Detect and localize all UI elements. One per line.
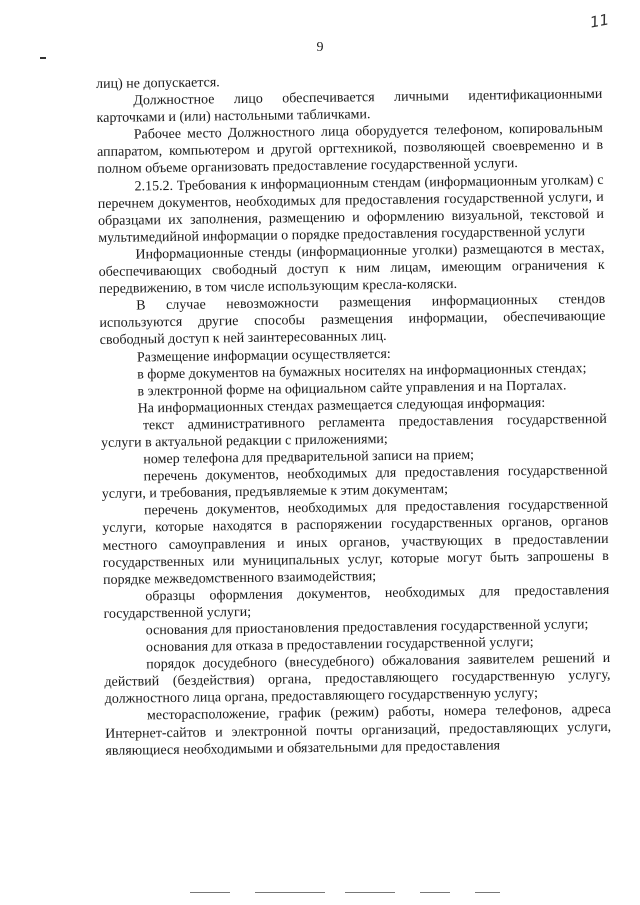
list-item: номер телефона для предварительной записи на прием; [143, 447, 475, 468]
list-item: в электронной форме на официальном сайте управления и на Порталах. [137, 378, 567, 400]
paragraph: Информационные стенды (информационные уголки) размещаются в местах, обеспечивающих свободный доступ к ним лицам, имеющим ограничения к передвижению, в том числе использующим кресла-коляски. [98, 240, 605, 298]
list-item: перечень документов, необходимых для предоставления государственной услуги, которые находятся в распоряжении государственных органов, органов местного самоуправления и иных органов, участвующих в предоставлении государственных или муниципальных услуг, которые могут быть запрошены в порядке межведомственного взаимодействия; [102, 497, 609, 588]
paragraph: Рабочее место Должностного лица оборудуется телефоном, копировальным аппаратом, компьютером и другой оргтехникой, позволяющей своевременно и в полном объеме организовать предоставление государственной услуги. [96, 121, 604, 178]
paragraph: лиц) не допускается. [96, 75, 220, 92]
paragraph: Размещение информации осуществляется: [136, 346, 391, 365]
footer-rule [0, 892, 640, 896]
handwritten-page-number: 11 [588, 10, 611, 32]
paragraph: Должностное лицо обеспечивается личными идентификационными карточками и (или) настольными табличками. [96, 87, 603, 127]
section-heading: 2.15.2. Требования к информационным стендам (информационным уголкам) с перечнем документов, необходимых для предоставления государственной услуги, и образцами их заполнения, размещению и оформлению визуальной, текстовой и мультимедийной информации о порядке предоставления государственной услуги [97, 172, 605, 246]
list-item: в форме документов на бумажных носителях на информационных стендах; [137, 360, 587, 383]
list-item: основания для отказа в предоставлении государственной услуги; [145, 635, 534, 656]
list-item: месторасположение, график (режим) работы, номера телефонов, адреса Интернет-сайтов и электронной почты организаций, предоставляющих услуги, являющиеся необходимыми и обязательными для предоставления [105, 702, 612, 759]
document-body [96, 69, 611, 760]
paragraph: На информационных стендах размещается следующая информация: [137, 395, 546, 417]
page-number: 9 [316, 40, 324, 55]
scan-mark [40, 57, 46, 59]
list-item: текст административного регламента предоставления государственной услуги в актуальной редакции с приложениями; [101, 411, 607, 451]
list-item: основания для приостановления предоставления государственной услуги; [145, 617, 589, 639]
list-item: образцы оформления документов, необходимых для предоставления государственной услуги; [103, 582, 610, 622]
list-item: порядок досудебного (внесудебного) обжалования заявителем решений и действий (бездействия) органа, предоставляющего государственную услугу, должностного лица органа, предоставляющего государственную услугу; [104, 651, 611, 708]
paragraph: В случае невозможности размещения информационных стендов используются другие способы размещения информации, обеспечивающие свободный доступ к ней заинтересованных лиц. [99, 292, 606, 349]
list-item: перечень документов, необходимых для предоставления государственной услуги, и требования, предъявляемые к этим документам; [101, 463, 608, 503]
